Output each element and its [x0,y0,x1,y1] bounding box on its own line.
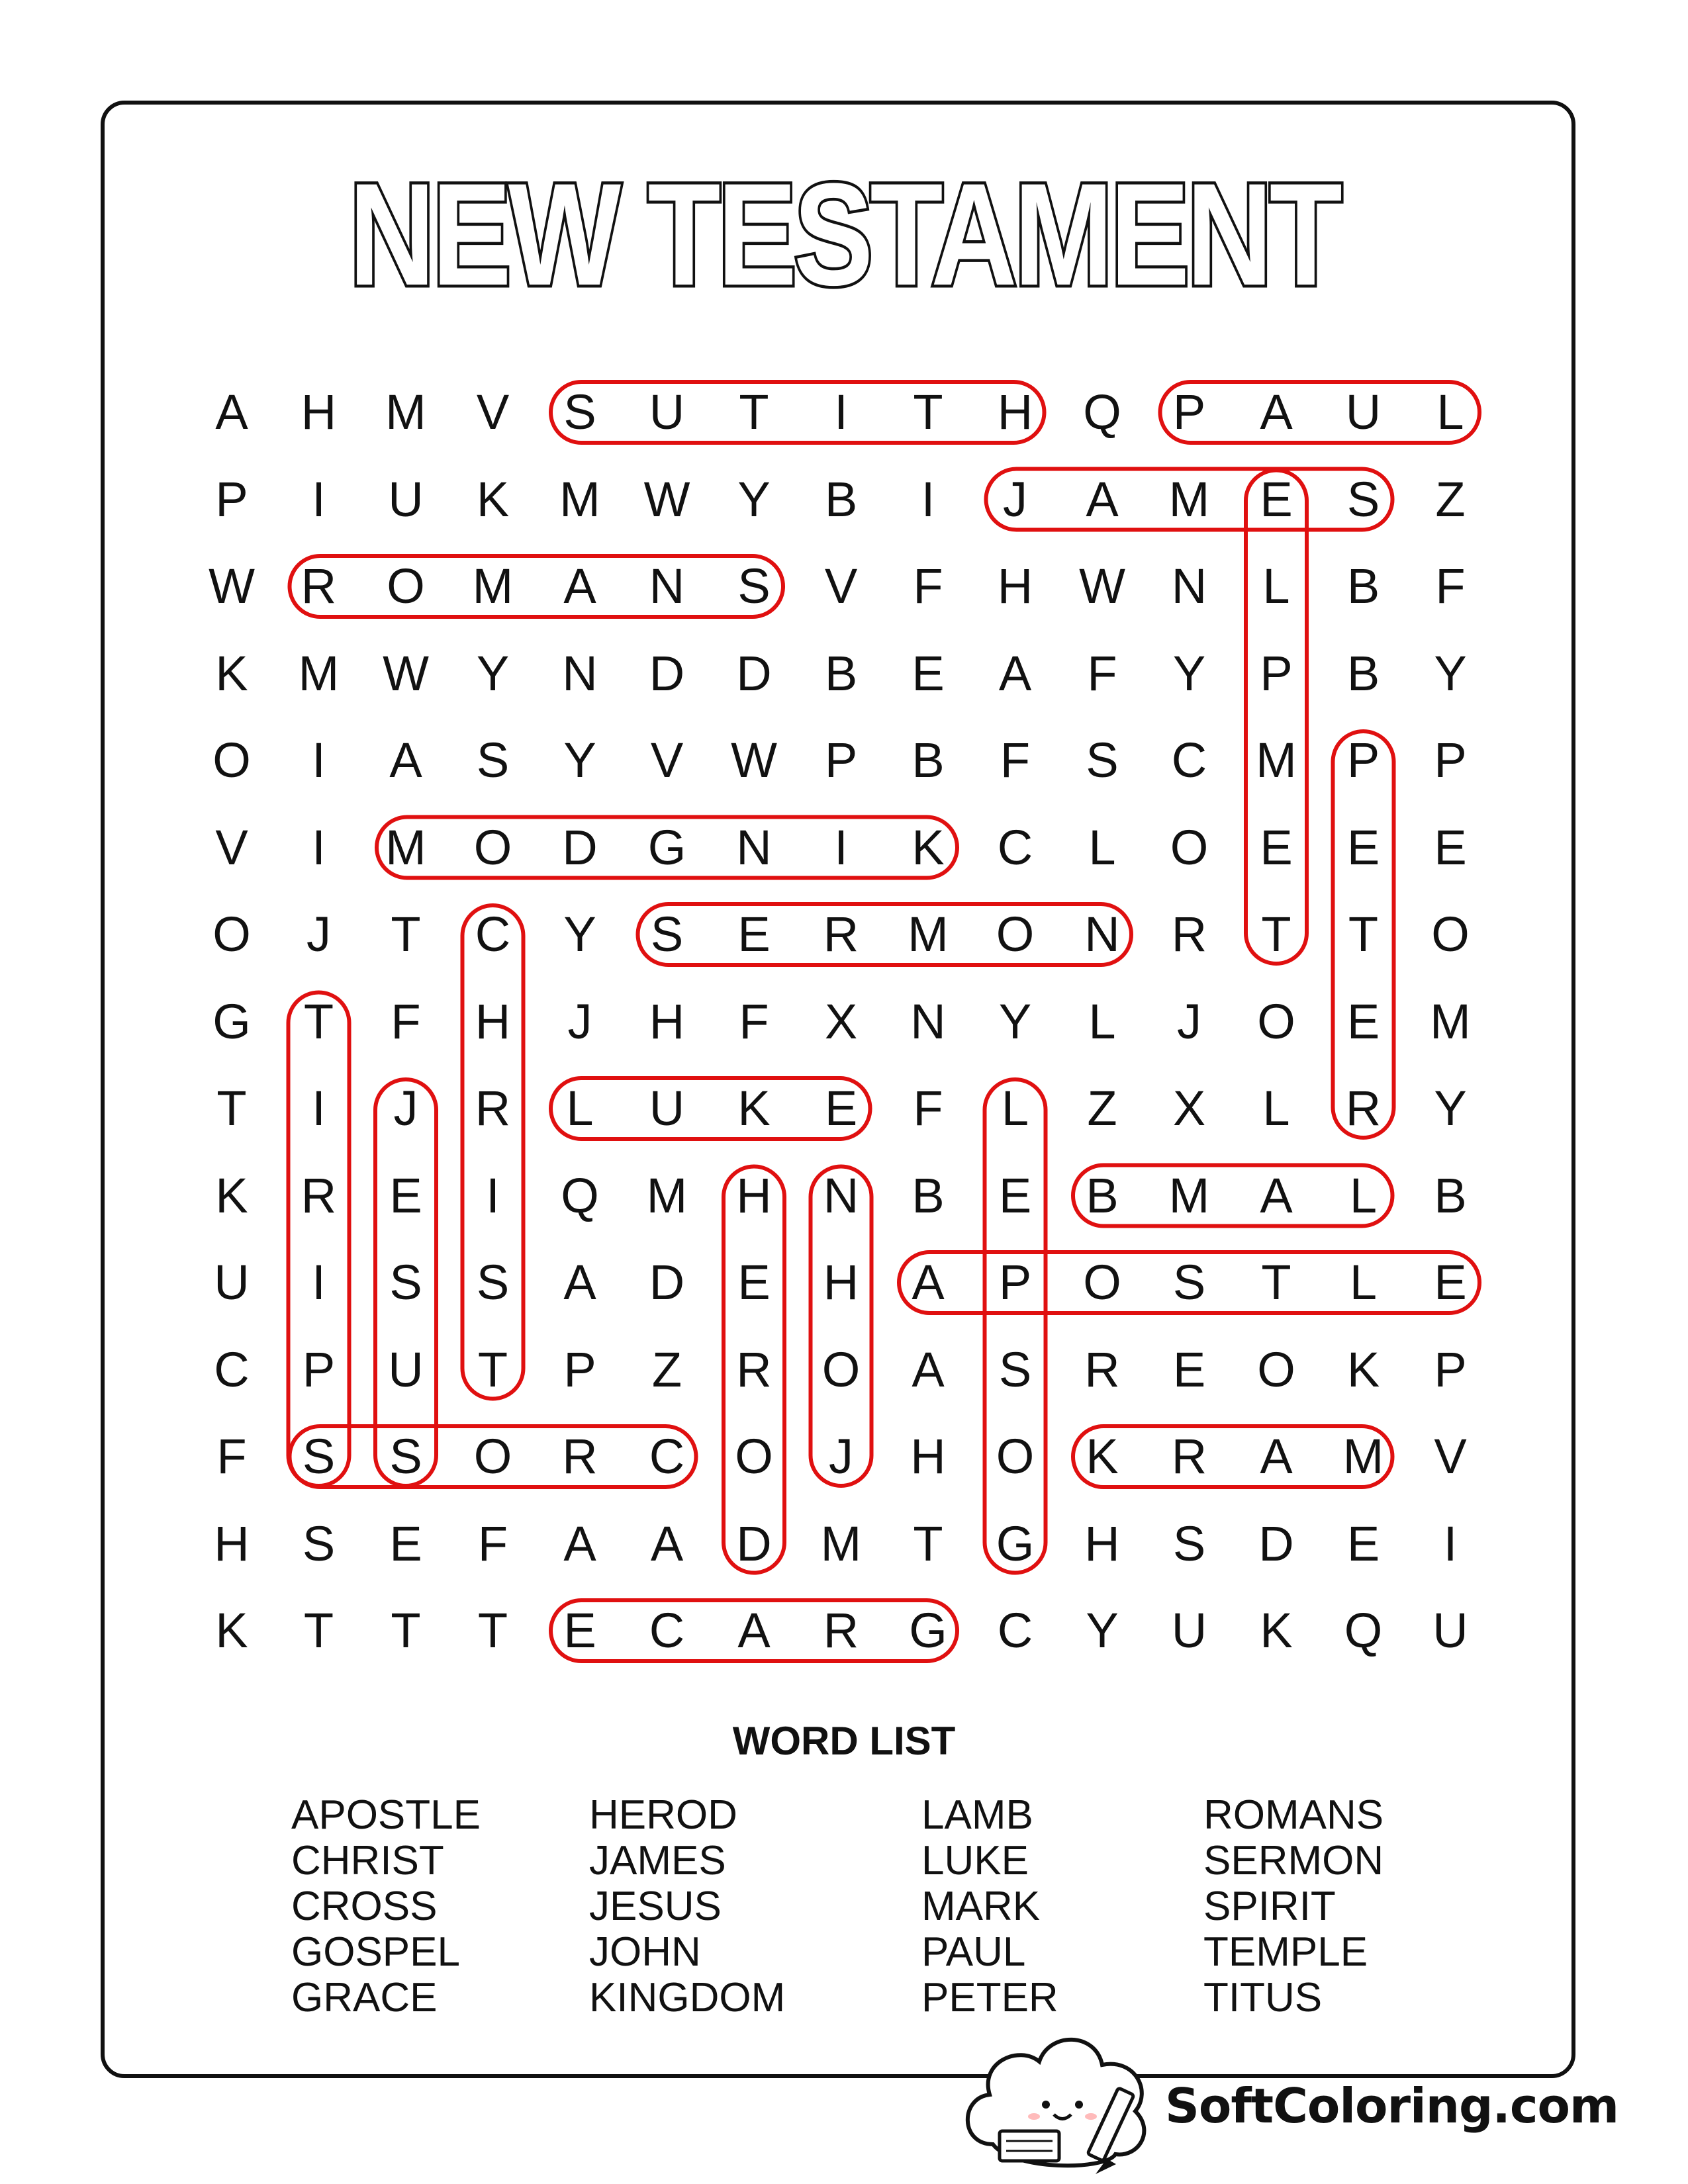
grid-letter[interactable]: L [1088,819,1116,875]
grid-letter[interactable]: G [212,993,251,1049]
grid-letter[interactable]: A [563,559,596,614]
grid-letter[interactable]: S [476,1255,510,1310]
grid-letter[interactable]: A [563,1255,596,1310]
grid-letter[interactable]: K [476,471,510,527]
grid-letter[interactable]: S [302,1429,336,1484]
grid-letter[interactable]: O [212,907,251,962]
grid-letter[interactable]: H [910,1429,946,1484]
grid-letter[interactable]: J [306,907,331,962]
word-list-item: TEMPLE [1203,1929,1368,1975]
grid-letter[interactable]: R [823,1603,859,1658]
grid-letter[interactable]: R [1345,1081,1382,1136]
grid-letter[interactable]: N [736,819,772,875]
grid-letter[interactable]: O [212,733,251,788]
grid-letter[interactable]: O [1170,819,1209,875]
grid-letter[interactable]: O [821,1342,861,1397]
grid-letter[interactable]: S [737,559,771,614]
grid-letter[interactable]: K [215,1603,248,1658]
grid-letter[interactable]: K [1086,1429,1119,1484]
grid-letter[interactable]: O [387,559,425,614]
grid-letter[interactable]: N [1084,907,1120,962]
grid-letter[interactable]: E [998,1167,1032,1223]
grid-letter[interactable]: Q [1344,1603,1383,1658]
grid-letter[interactable]: O [996,907,1035,962]
grid-letter[interactable]: M [298,645,340,701]
word-list-item: SPIRIT [1203,1884,1336,1929]
grid-letter[interactable]: Y [737,471,771,527]
grid-letter[interactable]: E [1172,1342,1206,1397]
grid-letter[interactable]: R [475,1081,511,1136]
grid-letter[interactable]: Q [561,1167,599,1223]
grid-letter[interactable]: I [312,1255,326,1310]
grid-letter[interactable]: M [820,1516,862,1571]
grid-letter[interactable]: D [736,1516,772,1571]
grid-letter[interactable]: S [563,385,596,439]
grid-letter[interactable]: J [829,1429,853,1484]
grid-letter[interactable]: M [1256,733,1297,788]
grid-letter[interactable]: M [646,1167,688,1223]
grid-letter[interactable]: M [385,385,426,439]
grid-letter[interactable]: S [1346,471,1380,527]
word-list-item: KINGDOM [589,1975,786,2021]
grid-letter[interactable]: S [389,1255,422,1310]
grid-letter[interactable]: R [301,1167,337,1223]
grid-letter[interactable]: Y [563,733,596,788]
grid-letter[interactable]: P [215,471,248,527]
grid-letter[interactable]: P [1434,1342,1467,1397]
word-list-item: LAMB [921,1792,1033,1838]
grid-letter[interactable]: Y [1434,645,1467,701]
grid-letter[interactable]: S [998,1342,1032,1397]
grid-letter[interactable]: F [739,993,769,1049]
grid-letter[interactable]: P [302,1342,336,1397]
grid-letter[interactable]: O [996,1429,1035,1484]
grid-letter[interactable]: S [1172,1516,1206,1571]
grid-letter[interactable]: Z [1435,471,1466,527]
grid-letter[interactable]: S [650,907,684,962]
grid-letter[interactable]: K [215,645,248,701]
grid-letter[interactable]: B [912,1167,945,1223]
grid-letter[interactable]: H [301,385,337,439]
grid-letter[interactable]: T [913,1516,943,1571]
word-list-item: SERMON [1203,1838,1384,1884]
grid-letter[interactable]: H [214,1516,250,1571]
grid-letter[interactable]: W [383,645,429,701]
grid-letter[interactable]: U [649,1081,685,1136]
grid-letter[interactable]: M [908,907,949,962]
grid-letter[interactable]: T [303,1603,334,1658]
grid-letter[interactable]: C [1171,733,1207,788]
grid-letter[interactable]: A [650,1516,684,1571]
grid-letter[interactable]: E [1346,819,1380,875]
grid-letter[interactable]: E [824,1081,858,1136]
grid-letter[interactable]: A [1260,1429,1293,1484]
grid-letter[interactable]: C [475,907,511,962]
grid-letter[interactable]: U [388,471,424,527]
grid-letter[interactable]: R [562,1429,598,1484]
grid-letter[interactable]: F [1435,559,1466,614]
word-list-item: CHRIST [291,1838,444,1884]
grid-letter[interactable]: I [486,1167,500,1223]
word-list-item: JESUS [589,1884,722,1929]
grid-letter[interactable]: C [649,1429,685,1484]
grid-letter[interactable]: M [1168,471,1210,527]
grid-letter[interactable]: D [736,645,772,701]
grid-letter[interactable]: H [997,559,1033,614]
grid-letter[interactable]: I [312,819,326,875]
grid-letter[interactable]: U [388,1342,424,1397]
grid-letter[interactable]: S [389,1429,422,1484]
grid-letter[interactable]: I [834,385,848,439]
grid-letter[interactable]: O [1257,993,1295,1049]
grid-letter[interactable]: T [1261,907,1291,962]
grid-letter[interactable]: B [1346,645,1380,701]
grid-letter[interactable]: E [1260,471,1293,527]
grid-letter[interactable]: H [649,993,685,1049]
grid-letter[interactable]: E [1346,1516,1380,1571]
grid-letter[interactable]: E [1346,993,1380,1049]
grid-letter[interactable]: B [912,733,945,788]
grid-letter[interactable]: B [1434,1167,1467,1223]
grid-letter[interactable]: T [303,993,334,1049]
grid-letter[interactable]: K [1346,1342,1380,1397]
grid-letter[interactable]: W [643,471,690,527]
grid-letter[interactable]: K [737,1081,771,1136]
grid-letter[interactable]: Y [1086,1603,1119,1658]
grid-letter[interactable]: C [649,1603,685,1658]
grid-letter[interactable]: L [1001,1081,1029,1136]
word-list-item: TITUS [1203,1975,1323,2021]
grid-letter[interactable]: B [824,645,858,701]
grid-letter[interactable]: P [1260,645,1293,701]
grid-letter[interactable]: A [998,645,1032,701]
grid-letter[interactable]: H [1084,1516,1120,1571]
grid-letter[interactable]: T [739,385,769,439]
grid-letter[interactable]: E [563,1603,596,1658]
grid-letter[interactable]: T [477,1342,508,1397]
grid-letter[interactable]: S [302,1516,336,1571]
grid-letter[interactable]: F [913,1081,943,1136]
word-list-item: ROMANS [1203,1792,1384,1838]
grid-letter[interactable]: A [1260,1167,1293,1223]
grid-letter[interactable]: V [1434,1429,1467,1484]
grid-letter[interactable]: E [912,645,945,701]
grid-letter[interactable]: Y [998,993,1032,1049]
grid-letter[interactable]: U [649,385,685,439]
grid-letter[interactable]: S [1086,733,1119,788]
grid-letter[interactable]: T [216,1081,247,1136]
grid-letter[interactable]: E [1260,819,1293,875]
grid-letter[interactable]: W [1079,559,1125,614]
word-list-item: CROSS [291,1884,438,1929]
word-list-item: JAMES [589,1838,726,1884]
word-list-column [1203,1792,1383,2021]
site-logo [953,2005,1619,2184]
grid-letter[interactable]: F [1087,645,1117,701]
grid-letter[interactable]: V [650,733,684,788]
grid-letter[interactable]: L [1088,993,1116,1049]
word-list-column [589,1792,785,2021]
grid-letter[interactable]: I [1443,1516,1458,1571]
grid-letter[interactable]: Z [1087,1081,1117,1136]
grid-letter[interactable]: E [1434,1255,1467,1310]
grid-letter[interactable]: T [913,385,943,439]
grid-letter[interactable]: M [1430,993,1471,1049]
grid-letter[interactable]: L [1262,559,1290,614]
grid-letter[interactable]: C [997,819,1033,875]
grid-letter[interactable]: H [475,993,511,1049]
grid-letter[interactable]: N [823,1167,859,1223]
grid-letter[interactable]: K [912,819,945,875]
grid-letter[interactable]: A [912,1255,945,1310]
grid-letter[interactable]: L [566,1081,594,1136]
grid-letter[interactable]: S [1172,1255,1206,1310]
grid-letter[interactable]: U [1171,1603,1207,1658]
grid-letter[interactable]: P [824,733,858,788]
grid-letter[interactable]: F [391,993,421,1049]
grid-letter[interactable]: R [1084,1342,1120,1397]
grid-letter[interactable]: U [1432,1603,1468,1658]
grid-letter[interactable]: N [562,645,598,701]
grid-letter[interactable]: G [909,1603,947,1658]
grid-letter[interactable]: L [1262,1081,1290,1136]
grid-letter[interactable]: E [737,907,771,962]
grid-letter[interactable]: X [1172,1081,1206,1136]
grid-letter[interactable]: Y [1172,645,1206,701]
grid-letter[interactable]: E [389,1516,422,1571]
grid-letter[interactable]: I [834,819,848,875]
word-list-heading: WORD LIST [732,1719,956,1763]
word-list-item: PETER [921,1975,1058,2021]
grid-letter[interactable]: T [1348,907,1379,962]
grid-letter[interactable]: G [996,1516,1035,1571]
grid-letter[interactable]: A [737,1603,771,1658]
grid-letter[interactable]: E [389,1167,422,1223]
cloud-mascot-icon [953,2005,1165,2184]
grid-letter[interactable]: E [737,1255,771,1310]
grid-letter[interactable]: C [997,1603,1033,1658]
grid-letter[interactable]: O [735,1429,773,1484]
grid-letter[interactable]: H [736,1167,772,1223]
grid-letter[interactable]: K [1260,1603,1293,1658]
grid-letter[interactable]: A [912,1342,945,1397]
grid-letter[interactable]: U [1345,385,1382,439]
grid-letter[interactable]: A [1086,471,1119,527]
grid-letter[interactable]: R [1171,1429,1207,1484]
puzzle-title-text: NEW TESTAMENT [349,152,1339,311]
grid-letter[interactable]: P [563,1342,596,1397]
grid-letter[interactable]: Q [1083,385,1121,439]
word-list-column [921,1792,1058,2021]
grid-letter[interactable]: I [921,471,935,527]
grid-letter[interactable]: J [1003,471,1027,527]
grid-letter[interactable]: T [391,1603,421,1658]
grid-letter[interactable]: F [216,1429,247,1484]
grid-letter[interactable]: T [1261,1255,1291,1310]
grid-letter[interactable]: L [1349,1255,1378,1310]
grid-letter[interactable]: V [476,385,510,439]
grid-letter[interactable]: O [473,819,512,875]
grid-letter[interactable]: F [1000,733,1031,788]
grid-letter[interactable]: D [562,819,598,875]
grid-letter[interactable]: A [563,1516,596,1571]
grid-letter[interactable]: J [567,993,592,1049]
word-list-item: MARK [921,1884,1041,1929]
grid-letter[interactable]: H [823,1255,859,1310]
grid-letter[interactable]: R [1171,907,1207,962]
word-list-column [291,1792,481,2021]
grid-letter[interactable]: R [736,1342,772,1397]
grid-letter[interactable]: O [1083,1255,1121,1310]
grid-letter[interactable]: J [1177,993,1201,1049]
grid-letter[interactable]: G [647,819,686,875]
grid-letter[interactable]: I [312,1081,326,1136]
grid-letter[interactable]: M [385,819,426,875]
grid-letter[interactable]: P [1346,733,1380,788]
grid-letter[interactable]: Z [651,1342,682,1397]
grid-letter[interactable]: P [1434,733,1467,788]
grid-letter[interactable]: M [472,559,514,614]
word-list-item: PAUL [921,1929,1026,1975]
grid-letter[interactable]: I [312,471,326,527]
grid-letter[interactable]: B [1346,559,1380,614]
grid-letter[interactable]: X [824,993,858,1049]
grid-letter[interactable]: T [391,907,421,962]
grid-letter[interactable]: T [477,1603,508,1658]
grid-letter[interactable]: A [215,385,248,439]
grid-letter[interactable]: D [1258,1516,1294,1571]
grid-letter[interactable]: U [214,1255,250,1310]
grid-letter[interactable]: R [301,559,337,614]
grid-letter[interactable]: O [473,1429,512,1484]
grid-letter[interactable]: E [1434,819,1467,875]
grid-letter[interactable]: A [1260,385,1293,439]
grid-letter[interactable]: O [1257,1342,1295,1397]
grid-letter[interactable]: V [824,559,858,614]
grid-letter[interactable]: F [913,559,943,614]
grid-letter[interactable]: B [1086,1167,1119,1223]
word-list-item: GRACE [291,1975,438,2021]
site-logo-text: SoftColoring.com [1165,2078,1619,2134]
grid-letter[interactable]: A [389,733,422,788]
grid-letter[interactable]: M [1342,1429,1384,1484]
grid-letter[interactable]: D [649,645,685,701]
grid-letter[interactable]: L [1436,385,1464,439]
grid-letter[interactable]: Y [563,907,596,962]
grid-letter[interactable]: N [910,993,946,1049]
grid-letter[interactable]: W [209,559,255,614]
word-list-item: GOSPEL [291,1929,460,1975]
word-list-item: HEROD [589,1792,737,1838]
grid-letter[interactable]: P [1172,385,1206,439]
word-list-item: APOSTLE [291,1792,481,1838]
grid-letter[interactable]: K [215,1167,248,1223]
grid-letter[interactable]: N [649,559,685,614]
grid-letter[interactable]: S [476,733,510,788]
grid-letter[interactable]: M [559,471,600,527]
grid-letter[interactable]: M [1168,1167,1210,1223]
grid-letter[interactable]: R [823,907,859,962]
grid-letter[interactable]: Y [1434,1081,1467,1136]
grid-letter[interactable]: F [477,1516,508,1571]
word-list-item: LUKE [921,1838,1029,1884]
word-list-item: JOHN [589,1929,701,1975]
grid-letter[interactable]: N [1171,559,1207,614]
grid-letter[interactable]: J [393,1081,418,1136]
grid-letter[interactable]: I [312,733,326,788]
grid-letter[interactable]: V [215,819,248,875]
grid-letter[interactable]: Y [476,645,510,701]
grid-letter[interactable]: O [1431,907,1470,962]
grid-letter[interactable]: C [214,1342,250,1397]
grid-letter[interactable]: L [1349,1167,1378,1223]
grid-letter[interactable]: H [997,385,1033,439]
grid-letter[interactable]: W [731,733,777,788]
grid-letter[interactable]: P [998,1255,1032,1310]
grid-letter[interactable]: B [824,471,858,527]
grid-letter[interactable]: D [649,1255,685,1310]
